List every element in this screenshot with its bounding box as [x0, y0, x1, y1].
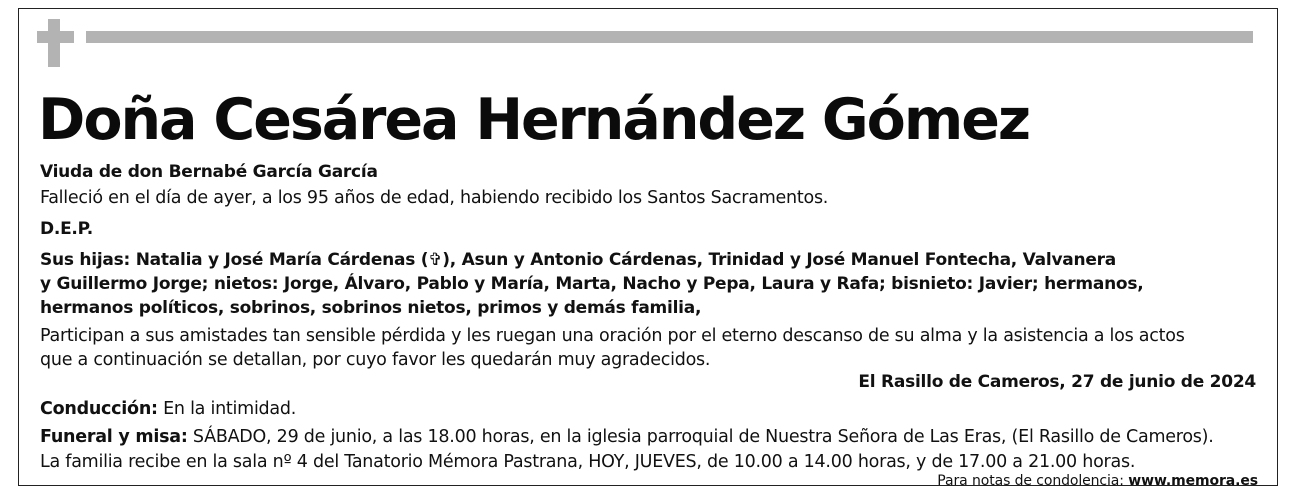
rip: D.E.P. [40, 219, 93, 239]
widow-of: Viuda de don Bernabé García García [40, 162, 378, 182]
conduccion-text: En la intimidad. [157, 399, 297, 419]
funeral-label: Funeral y misa: [40, 427, 188, 447]
family-line: hermanos políticos, sobrinos, sobrinos nietos, primos y demás familia, [40, 298, 702, 318]
request-line: que a continuación se detallan, por cuyo favor les quedarán muy agradecidos. [40, 350, 711, 370]
family-line: y Guillermo Jorge; nietos: Jorge, Álvaro, Pablo y María, Marta, Nacho y Pepa, Laura y Rafa; bisnieto: Javier; hermanos, [40, 274, 1144, 294]
conduccion [40, 397, 296, 421]
conduccion-label: Conducción: [40, 399, 158, 419]
footer-label: Para notas de condolencia: [937, 473, 1124, 489]
cross-icon [48, 19, 60, 67]
request-line: Participan a sus amistades tan sensible pérdida y les ruegan una oración por el eterno descanso de su alma y la asistencia a los actos [40, 326, 1185, 346]
funeral [40, 425, 1214, 449]
death-notice: Falleció en el día de ayer, a los 95 años de edad, habiendo recibido los Santos Sacramentos. [40, 188, 829, 208]
header-rule [86, 31, 1253, 43]
funeral-text: SÁBADO, 29 de junio, a las 18.00 horas, en la iglesia parroquial de Nuestra Señora de Las Eras, (El Rasillo de Cameros). [187, 427, 1214, 447]
visitation: La familia recibe en la sala nº 4 del Tanatorio Mémora Pastrana, HOY, JUEVES, de 10.00 a 14.00 horas, y de 17.00 a 21.00 horas. [40, 452, 1136, 472]
family-line: Sus hijas: Natalia y José María Cárdenas (✞), Asun y Antonio Cárdenas, Trinidad y José Manuel Fontecha, Valvanera [40, 250, 1116, 270]
place-date: El Rasillo de Cameros, 27 de junio de 2024 [858, 372, 1256, 392]
cross-icon-arm [37, 31, 74, 43]
deceased-name: Doña Cesárea Hernández Gómez [38, 87, 1030, 153]
condolence-footer [937, 472, 1258, 490]
footer-site-link[interactable]: www.memora.es [1128, 473, 1258, 489]
